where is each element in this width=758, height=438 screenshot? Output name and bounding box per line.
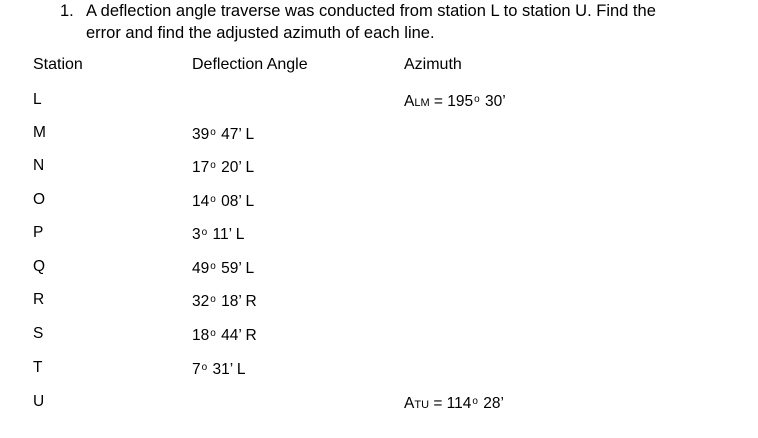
deflection-degrees: 49: [192, 260, 210, 277]
station-cell: Q: [33, 258, 46, 275]
degree-symbol: o: [201, 227, 208, 238]
deflection-rest: 47’ L: [216, 126, 255, 143]
deflection-degrees: 7: [192, 361, 201, 378]
problem-number: 1.: [60, 2, 74, 20]
deflection-degrees: 17: [192, 159, 210, 176]
deflection-cell: [192, 155, 254, 179]
station-cell: R: [33, 291, 45, 308]
deflection-cell: [192, 222, 244, 246]
table-row-p: [0, 222, 758, 244]
deflection-degrees: 14: [192, 193, 210, 210]
degree-symbol: o: [210, 294, 216, 305]
table-row-s: [0, 323, 758, 345]
station-cell: L: [33, 91, 42, 108]
deflection-rest: 18’ R: [216, 293, 257, 310]
table-row-o: [0, 189, 758, 211]
degree-symbol: o: [210, 194, 216, 205]
azimuth-subscript: TU: [414, 399, 430, 411]
deflection-rest: 11’ L: [208, 226, 245, 243]
problem-text-line-1: A deflection angle traverse was conducted from station L to station U. Find the: [86, 2, 656, 20]
azimuth-cell: [404, 391, 504, 416]
azimuth-minutes: 30’: [480, 93, 506, 110]
degree-symbol: o: [210, 328, 216, 339]
deflection-rest: 44’ R: [216, 327, 257, 344]
header-azimuth: Azimuth: [404, 56, 462, 73]
table-row-r: [0, 289, 758, 311]
table-row-l: [0, 89, 758, 111]
problem-text: [86, 0, 750, 44]
deflection-cell: [192, 357, 246, 381]
table-row-m: [0, 122, 758, 144]
station-cell: N: [33, 157, 45, 174]
table-row-q: [0, 256, 758, 278]
azimuth-prefix: A: [404, 93, 415, 110]
problem-statement: [60, 0, 750, 44]
azimuth-prefix: A: [404, 395, 415, 412]
station-cell: S: [33, 325, 44, 342]
deflection-rest: 59’ L: [216, 260, 255, 277]
deflection-degrees: 39: [192, 126, 210, 143]
header-station: Station: [33, 56, 83, 73]
station-cell: U: [33, 393, 45, 410]
deflection-degrees: 18: [192, 327, 210, 344]
table-row-n: [0, 155, 758, 177]
table-row-u: [0, 391, 758, 413]
table-row-t: [0, 357, 758, 379]
degree-symbol: o: [474, 94, 480, 105]
deflection-rest: 31’ L: [208, 361, 246, 378]
degree-symbol: o: [210, 160, 216, 171]
station-cell: M: [33, 124, 46, 141]
header-deflection-angle: Deflection Angle: [192, 56, 308, 73]
problem-text-line-2: error and find the adjusted azimuth of each line.: [86, 24, 435, 42]
azimuth-subscript: LM: [414, 97, 430, 109]
deflection-cell: [192, 256, 254, 280]
deflection-cell: [192, 323, 257, 347]
deflection-cell: [192, 289, 257, 313]
degree-symbol: o: [210, 261, 216, 272]
deflection-rest: 08’ L: [216, 193, 255, 210]
deflection-degrees: 3: [192, 226, 201, 243]
azimuth-value: = 195: [429, 93, 474, 110]
azimuth-value: = 114: [429, 395, 472, 412]
azimuth-cell: [404, 89, 506, 114]
deflection-degrees: 32: [192, 293, 210, 310]
station-cell: P: [33, 224, 44, 241]
degree-symbol: o: [472, 396, 478, 407]
station-cell: O: [33, 191, 46, 208]
azimuth-minutes: 28’: [478, 395, 504, 412]
deflection-cell: [192, 122, 254, 146]
deflection-cell: [192, 189, 254, 213]
degree-symbol: o: [201, 362, 208, 373]
station-cell: T: [33, 359, 43, 376]
deflection-rest: 20’ L: [216, 159, 255, 176]
degree-symbol: o: [210, 127, 216, 138]
